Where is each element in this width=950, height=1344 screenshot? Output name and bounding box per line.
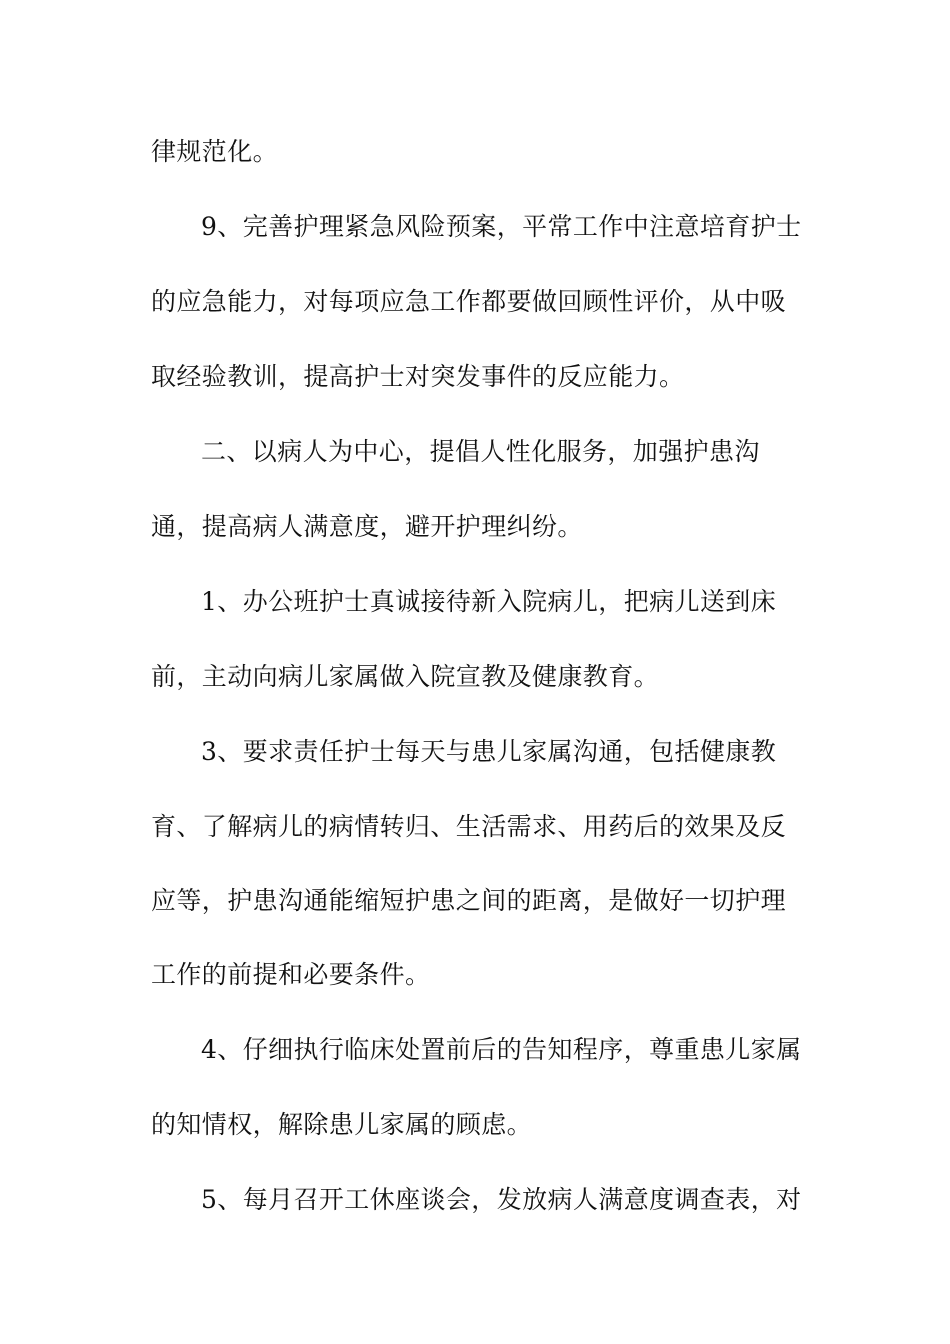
paragraph-item-9: 9、完善护理紧急风险预案，平常工作中注意培育护士 — [201, 212, 802, 241]
text-line: 律规范化。 — [151, 137, 279, 166]
paragraph-item-4: 4、仔细执行临床处置前后的告知程序，尊重患儿家属 — [201, 1035, 802, 1064]
text-line: 工作的前提和必要条件。 — [151, 960, 431, 989]
paragraph-item-5: 5、每月召开工休座谈会，发放病人满意度调查表，对 — [201, 1185, 802, 1214]
text-line: 取经验教训，提高护士对突发事件的反应能力。 — [151, 362, 685, 391]
text-line: 通，提高病人满意度，避开护理纠纷。 — [151, 512, 583, 541]
text-line: 前，主动向病儿家属做入院宣教及健康教育。 — [151, 662, 660, 691]
paragraph-item-1: 1、办公班护士真诚接待新入院病儿，把病儿送到床 — [201, 587, 777, 616]
text-line: 育、了解病儿的病情转归、生活需求、用药后的效果及反 — [151, 812, 787, 841]
text-line: 应等，护患沟通能缩短护患之间的距离，是做好一切护理 — [151, 886, 787, 915]
text-line: 的知情权，解除患儿家属的顾虑。 — [151, 1110, 533, 1139]
text-line: 的应急能力，对每项应急工作都要做回顾性评价，从中吸 — [151, 287, 787, 316]
paragraph-item-3: 3、要求责任护士每天与患儿家属沟通，包括健康教 — [201, 737, 777, 766]
section-heading-2: 二、以病人为中心，提倡人性化服务，加强护患沟 — [201, 437, 760, 466]
